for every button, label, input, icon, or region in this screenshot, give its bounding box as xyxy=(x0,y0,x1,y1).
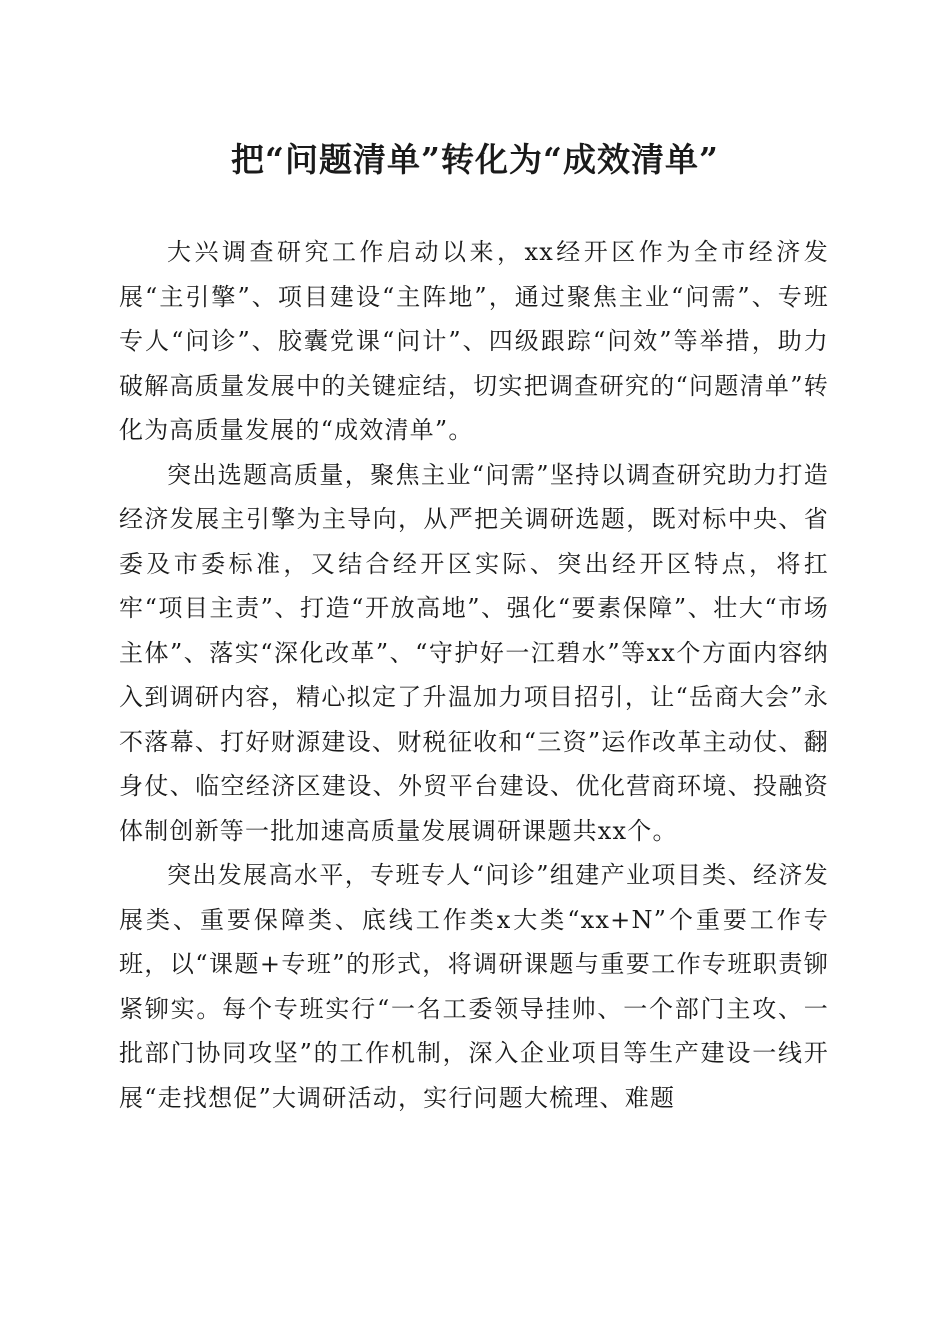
document-title: 把“问题清单”转化为“成效清单” xyxy=(231,140,719,179)
paragraph-topic-selection: 突出选题高质量，聚焦主业“问需”坚持以调查研究助力打造经济发展主引擎为主导向，从严把关调研选题，既对标中央、省委及市委标准，又结合经开区实际、突出经开区特点，将扛牢“项目主责”、打造“开放高地”、强化“要素保障”、壮大“市场主体”、落实“深化改革”、“守护好一江碧水”等xx个方面内容纳入到调研内容，精心拟定了升温加力项目招引，让“岳商大会”永不落幕、打好财源建设、财税征收和“三资”运作改革主动仗、翻身仗、临空经济区建设、外贸平台建设、优化营商环境、投融资体制创新等一批加速高质量发展调研课题共xx个。 xyxy=(119,460,829,845)
paragraph-development: 突出发展高水平，专班专人“问诊”组建产业项目类、经济发展类、重要保障类、底线工作类x大类“xx+N”个重要工作专班，以“课题+专班”的形式，将调研课题与重要工作专班职责铆紧铆实。每个专班实行“一名工委领导挂帅、一个部门主攻、一批部门协同攻坚”的工作机制，深入企业项目等生产建设一线开展“走找想促”大调研活动，实行问题大梳理、难题 xyxy=(119,861,829,1112)
paragraph-intro: 大兴调查研究工作启动以来，xx经开区作为全市经济发展“主引擎”、项目建设“主阵地”，通过聚焦主业“问需”、专班专人“问诊”、胶囊党课“问计”、四级跟踪“问效”等举措，助力破解高质量发展中的关键症结，切实把调查研究的“问题清单”转化为高质量发展的“成效清单”。 xyxy=(119,238,829,444)
document-body xyxy=(119,230,829,1120)
